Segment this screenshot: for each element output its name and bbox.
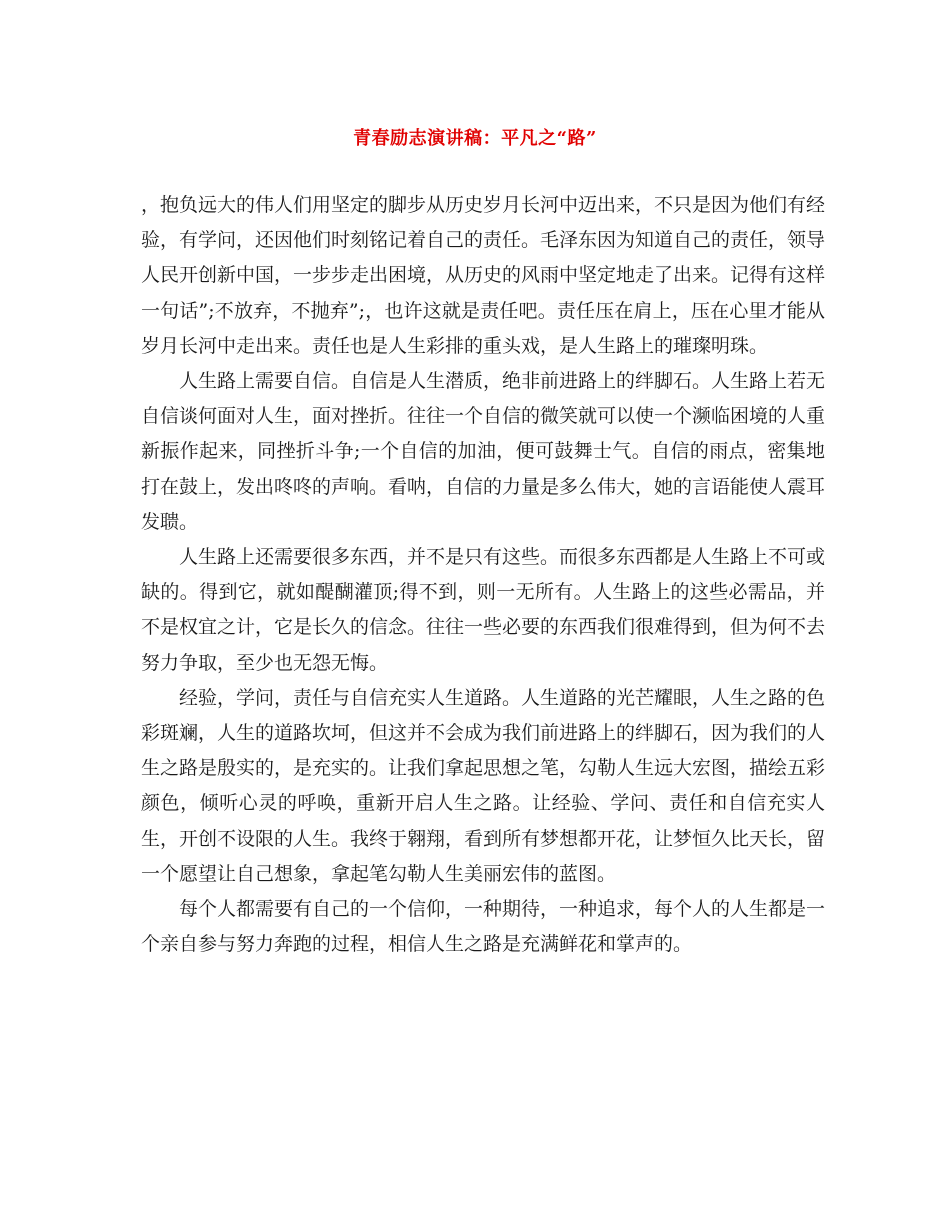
- paragraph-1: ，抱负远大的伟人们用坚定的脚步从历史岁月长河中迈出来，不只是因为他们有经验，有学问，还因他们时刻铭记着自己的责任。毛泽东因为知道自己的责任，领导人民开创新中国，一步步走出困境，从历史的风雨中坚定地走了出来。记得有这样一句话”;不放弃，不抛弃”;，也许这就是责任吧。责任压在肩上，压在心里才能从岁月长河中走出来。责任也是人生彩排的重头戏，是人生路上的璀璨明珠。: [141, 194, 826, 357]
- paragraph-3: 人生路上还需要很多东西，并不是只有这些。而很多东西都是人生路上不可或缺的。得到它，就如醍醐灌顶;得不到，则一无所有。人生路上的这些必需品，并不是权宜之计，它是长久的信念。往往一些必要的东西我们很难得到，但为何不去努力争取，至少也无怨无悔。: [141, 546, 826, 674]
- document-body: [141, 188, 825, 962]
- paragraph-2: 人生路上需要自信。自信是人生潜质，绝非前进路上的绊脚石。人生路上若无自信谈何面对人生，面对挫折。往往一个自信的微笑就可以使一个濒临困境的人重新振作起来，同挫折斗争;一个自信的加油，便可鼓舞士气。自信的雨点，密集地打在鼓上，发出咚咚的声响。看呐，自信的力量是多么伟大，她的言语能使人震耳发聩。: [141, 370, 826, 533]
- document-title: 青春励志演讲稿：平凡之“路”: [353, 128, 597, 149]
- paragraph-5: 每个人都需要有自己的一个信仰，一种期待，一种追求，每个人的人生都是一个亲自参与努力奔跑的过程，相信人生之路是充满鲜花和掌声的。: [141, 898, 826, 956]
- paragraph-4: 经验，学问，责任与自信充实人生道路。人生道路的光芒耀眼，人生之路的色彩斑斓，人生的道路坎坷，但这并不会成为我们前进路上的绊脚石，因为我们的人生之路是殷实的，是充实的。让我们拿起思想之笔，勾勒人生远大宏图，描绘五彩颜色，倾听心灵的呼唤，重新开启人生之路。让经验、学问、责任和自信充实人生，开创不设限的人生。我终于翱翔，看到所有梦想都开花，让梦恒久比天长，留一个愿望让自己想象，拿起笔勾勒人生美丽宏伟的蓝图。: [141, 686, 826, 885]
